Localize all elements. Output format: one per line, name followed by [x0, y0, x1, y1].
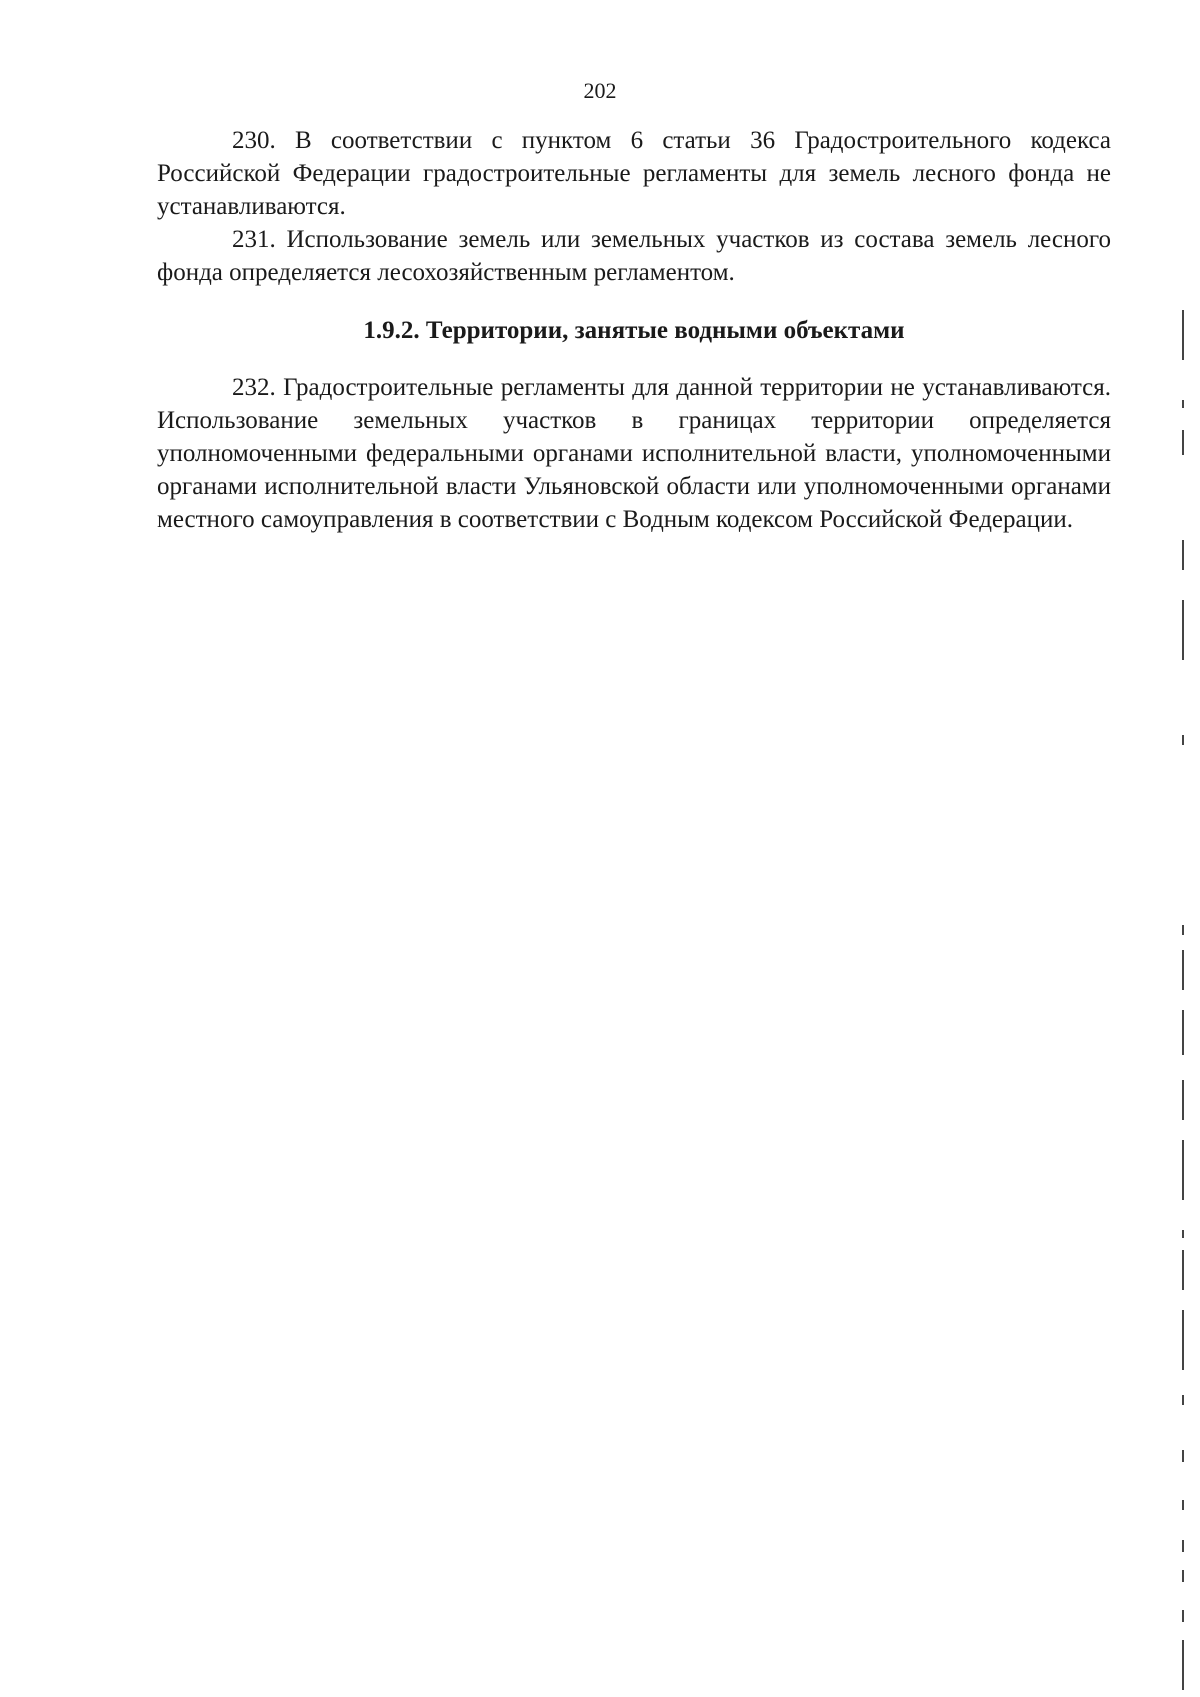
scan-mark	[1182, 310, 1184, 360]
scan-edge-marks	[1160, 0, 1200, 1697]
paragraph-231: 231. Использование земель или земельных участков из состава земель лесного фонда определяется лесохозяйственным регламентом.	[157, 226, 1111, 286]
scan-mark	[1182, 950, 1184, 990]
scan-mark	[1182, 1450, 1184, 1462]
scan-mark	[1182, 1570, 1184, 1582]
scan-mark	[1182, 735, 1184, 745]
paragraph-232: 232. Градостроительные регламенты для данной территории не устанавливаются. Использование земельных участков в границах территории определяется уполномоченными федеральными органами исполнительной власти, уполномоченными органами исполнительной власти Ульяновской области или уполномоченными органами местного самоуправления в соответствии с Водным кодексом Российской Федерации.	[157, 374, 1111, 533]
section-heading: 1.9.2. Территории, занятые водными объектами	[363, 317, 905, 344]
page-number: 202	[583, 78, 617, 103]
scan-mark	[1182, 540, 1184, 570]
scan-mark	[1182, 430, 1184, 455]
scan-mark	[1182, 1395, 1184, 1405]
scan-mark	[1182, 1310, 1184, 1370]
scan-mark	[1182, 1540, 1184, 1552]
paragraph-230: 230. В соответствии с пунктом 6 статьи 36 Градостроительного кодекса Российской Федерации градостроительные регламенты для земель лесного фонда не устанавливаются.	[157, 127, 1111, 220]
scan-mark	[1182, 925, 1184, 935]
scan-mark	[1182, 1080, 1184, 1120]
scan-mark	[1182, 1610, 1184, 1622]
document-body	[157, 124, 1111, 536]
scan-mark	[1182, 1640, 1184, 1690]
scan-mark	[1182, 400, 1184, 408]
scan-mark	[1182, 1250, 1184, 1290]
scan-mark	[1182, 1010, 1184, 1055]
scan-mark	[1182, 1230, 1184, 1238]
scan-mark	[1182, 1500, 1184, 1510]
scan-mark	[1182, 600, 1184, 660]
scan-mark	[1182, 1140, 1184, 1200]
